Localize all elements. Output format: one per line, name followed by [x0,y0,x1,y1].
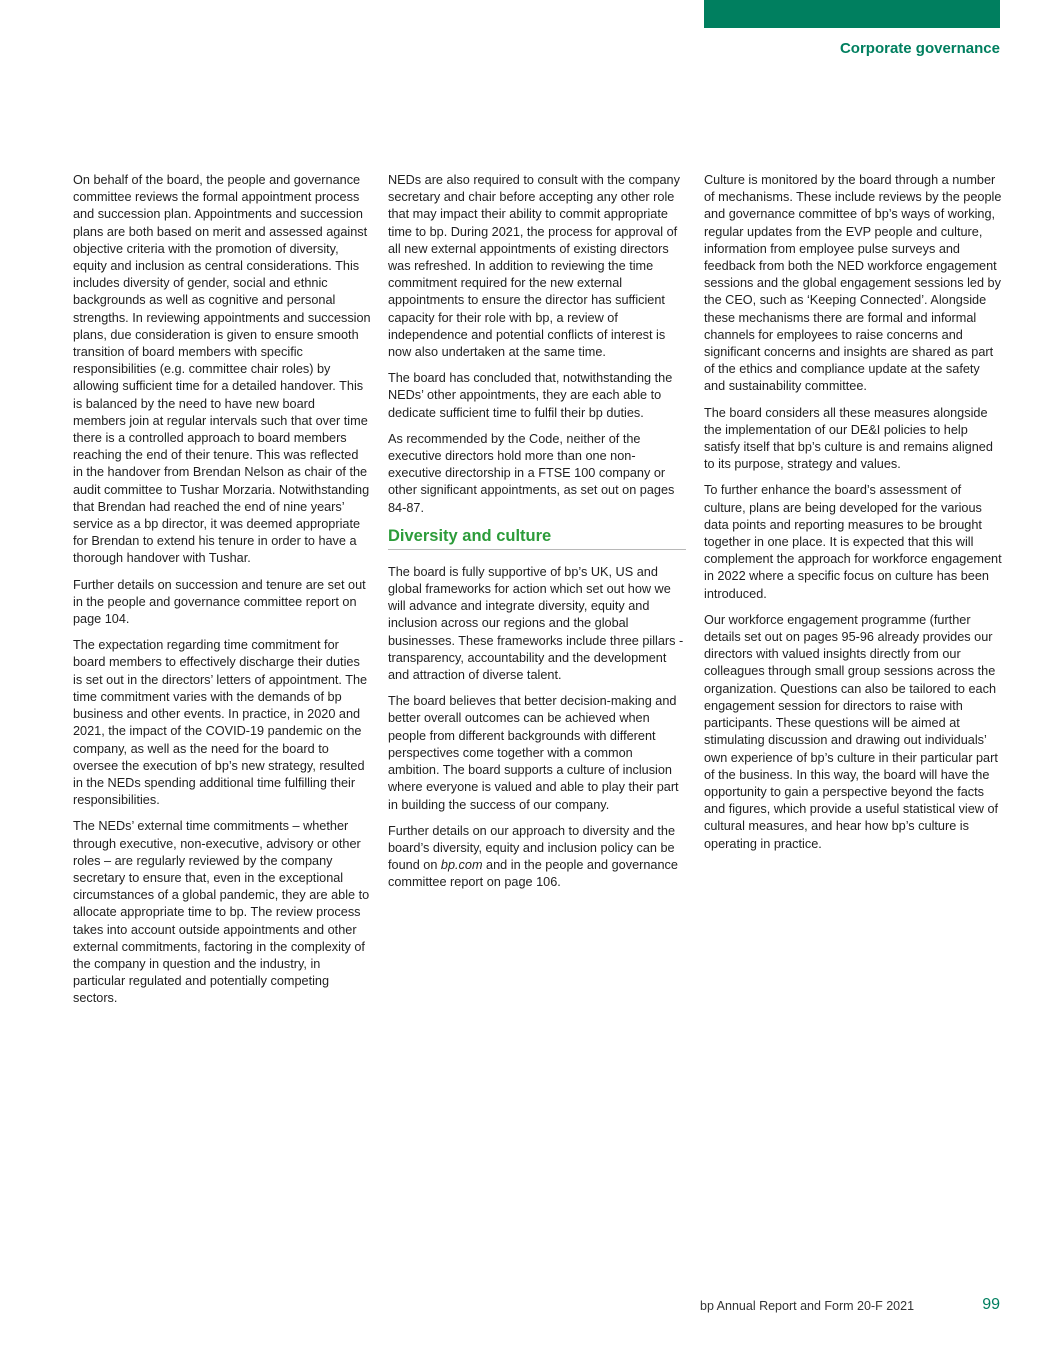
paragraph-further-details [388,823,686,892]
paragraph-inclusion: The board believes that better decision-making and better overall outcomes can be achieved when people from different backgrounds with different perspectives come together with a common ambition. The board supports a culture of inclusion where everyone is valued and able to play their part in building the success of our company. [388,694,679,812]
paragraph-text: and in the people and governance committee report on page 106. [388,858,678,890]
text-column-3 [704,172,1002,862]
text-column-1 [73,172,371,1017]
section-heading-diversity: Diversity and culture [388,526,686,550]
footer-publication-title: bp Annual Report and Form 20-F 2021 [700,1299,915,1313]
paragraph-external-commitments: The NEDs’ external time commitments – whether through executive, non-executive, advisory or other roles – are regularly reviewed by the company secretary to ensure that, even in the exceptional circumstances of a global pandemic, they are able to allocate appropriate time to bp. The review process takes into account outside appointments and other external commitments, factoring in the complexity of the company in question and the industry, in particular regulated and potentially competing sectors. [73,819,370,1006]
paragraph-workforce-engagement: Our workforce engagement programme (further details set out on pages 95-96 already provides our directors with valued insights directly from our colleagues through small group sessions across the organization. Questions can also be tailored to each engagement session for directors to raise with participants. These questions will be aimed at stimulating discussion and drawing out individuals’ own experience of bp’s culture in their particular part of the business. In this way, the board will have the opportunity to gain a perspective beyond the facts and figures, which provide a useful statistical view of cultural measures, and hear how bp’s culture is operating in practice. [704,612,999,851]
paragraph-culture-monitoring: Culture is monitored by the board through a number of mechanisms. These include reviews by the people and governance committee of bp’s ways of working, regular updates from the EVP people and culture, information from employee pulse surveys and feedback from both the NED workforce engagement sessions and the global engagement sessions led by the CEO, such as ‘Keeping Connected’. Alongside these mechanisms there are formal and informal channels for employees to raise concerns and significant concerns and insights are shared as part of the ethics and compliance update at the safety and sustainability committee. [704,173,1002,394]
paragraph-consultation: NEDs are also required to consult with the company secretary and chair before accepting any other role that may impact their ability to commit appropriate time to bp. During 2021, the process for approval of all new external appointments of existing directors was refreshed. In addition to reviewing the time commitment required for the new external appointments to ensure the director has sufficient capacity for their role with bp, a review of independence and potential conflicts of interest is now also undertaken at the same time. [388,173,680,360]
paragraph-text: Further details on our approach to diversity and the board’s diversity, equity and inclusion policy can be found on [388,823,676,873]
paragraph-board-conclusion: The board has concluded that, notwithstanding the NEDs’ other appointments, they are each able to dedicate sufficient time to fulfil their bp duties. [388,371,673,420]
website-reference: bp.com [440,858,483,873]
paragraph-succession: On behalf of the board, the people and governance committee reviews the formal appointment process and succession plan. Appointments and succession plans are both based on merit and assessed against objective criteria with the promotion of diversity, equity and inclusion as central considerations. This includes diversity of gender, social and ethnic backgrounds as well as cognitive and personal strengths. In reviewing appointments and succession plans, due consideration is given to ensure smooth transition of board members with specific responsibilities (e.g. committee chair roles) by allowing sufficient time for a detailed handover. This is balanced by the need to have new board members join at regular intervals such that over time there is a controlled approach to board members reaching the end of their tenure. This was reflected in the handover from Brendan Nelson as chair of the audit committee to Tushar Morzaria. Notwithstanding that Brendan had reached the end of nine years’ service as a bp director, it was deemed appropriate for Brendan to extend his tenure in order to have a thorough handover with Tushar. [73,173,371,566]
page-number: 99 [982,1296,1000,1313]
paragraph-directorships: As recommended by the Code, neither of the executive directors hold more than one non-executive directorship in a FTSE 100 company or other significant appointments, as set out on pages 84-87. [388,431,675,515]
paragraph-time-commitment: The expectation regarding time commitment for board members to effectively discharge their duties is set out in the directors’ letters of appointment. The time commitment varies with the demands of bp business and other events. In practice, in 2020 and 2021, the impact of the COVID-19 pandemic on the company, as well as the need for the board to oversee the execution of bp’s new strategy, resulted in the NEDs spending additional time fulfilling their responsibilities. [73,638,368,808]
paragraph-frameworks: The board is fully supportive of bp’s UK, US and global frameworks for action which set out how we will advance and integrate diversity, equity and inclusion across our regions and the global businesses. These frameworks include three pillars -transparency, accountability and the development and attraction of diverse talent. [388,564,684,683]
paragraph-culture-assessment: To further enhance the board’s assessment of culture, plans are being developed for the various data points and reporting measures to be brought together in one place. It is expected that this will complement the approach for workforce engagement in 2022 where a specific focus on culture has been introduced. [704,483,1002,601]
text-column-2 [388,172,686,901]
header-color-band [704,0,1000,28]
paragraph-dei-measures: The board considers all these measures alongside the implementation of our DE&I policies to help satisfy itself that bp’s culture is and remains aligned to its purpose, strategy and values. [704,405,993,472]
section-title: Corporate governance [839,40,1000,57]
paragraph-succession-details: Further details on succession and tenure are set out in the people and governance committee report on page 104. [73,577,366,627]
